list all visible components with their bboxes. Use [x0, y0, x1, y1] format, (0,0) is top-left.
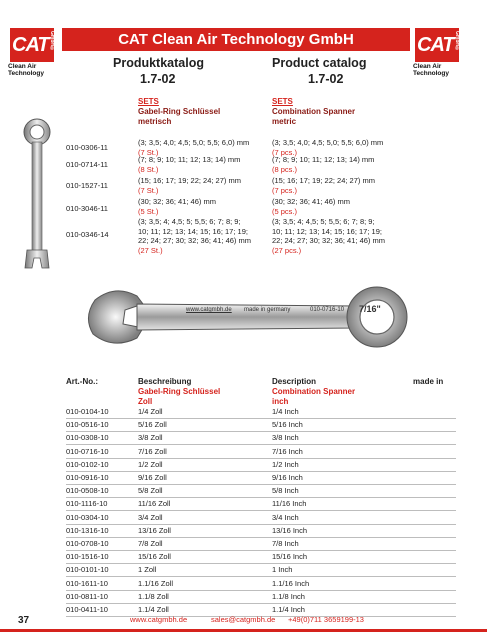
set-code: 010-0306-11 — [66, 143, 108, 152]
cell-art: 010-0508-10 — [66, 486, 109, 496]
table-row — [66, 550, 456, 564]
wrench-url: www.catgmbh.de — [186, 307, 232, 313]
sets-header-en — [272, 97, 355, 127]
table-row — [66, 458, 456, 472]
catalog-number-en: 1.7-02 — [308, 72, 344, 86]
set-size-line: (3; 3,5; 4,0; 4,5; 5,0; 5,5; 6,0) mm — [272, 138, 384, 147]
set-count: (7 pcs.) — [272, 147, 298, 157]
sets-line: Combination Spanner — [272, 107, 356, 116]
table-row — [66, 524, 456, 538]
cell-de: 15/16 Zoll — [138, 552, 171, 562]
cell-en: 15/16 Inch — [272, 552, 308, 562]
cell-art: 010-0516-10 — [66, 420, 109, 430]
set-count: (7 pcs.) — [272, 185, 298, 195]
cell-de: 11/16 Zoll — [138, 499, 171, 509]
wrench-made: made in germany — [244, 307, 291, 313]
cell-art: 010-0101-10 — [66, 565, 109, 575]
cell-en: 1 Inch — [272, 565, 293, 575]
set-description-en — [272, 217, 472, 255]
logo-gmbh: GmbH® — [49, 31, 55, 52]
table-row — [66, 577, 456, 591]
set-size-line: (30; 32; 36; 41; 46) mm — [138, 197, 216, 206]
set-description-en — [272, 155, 472, 174]
set-count: (5 pcs.) — [272, 206, 298, 216]
cell-art: 010-0102-10 — [66, 459, 109, 469]
cell-art: 010-0104-10 — [66, 407, 109, 416]
cell-en: 7/8 Inch — [272, 539, 299, 548]
cell-de: 7/16 Zoll — [138, 446, 167, 456]
cell-de: 7/8 Zoll — [138, 539, 163, 548]
cell-de: 3/8 Zoll — [138, 433, 163, 443]
cell-art: 010-0811-10 — [66, 591, 108, 601]
cell-de: 13/16 Zoll — [138, 525, 171, 535]
footer-divider — [0, 629, 487, 632]
cell-de: 1.1/4 Zoll — [138, 605, 169, 614]
set-count: (8 St.) — [138, 164, 159, 174]
cell-de: 5/16 Zoll — [138, 420, 167, 430]
page-number: 37 — [18, 615, 30, 626]
th-line: Gabel-Ring Schlüssel — [138, 387, 221, 396]
set-count: (7 St.) — [138, 185, 159, 195]
sets-tag: SETS — [272, 97, 293, 106]
table-row — [66, 511, 456, 525]
cell-en: 3/8 Inch — [272, 433, 299, 443]
table-row — [66, 563, 456, 577]
set-code: 010-0346-14 — [66, 230, 109, 239]
set-description-en — [272, 176, 472, 195]
logo-sub: Technology — [413, 70, 449, 77]
set-count: (5 St.) — [138, 206, 159, 216]
logo-text: CAT — [12, 34, 49, 56]
th-line: Zoll — [138, 397, 153, 406]
set-size-line: (15; 16; 17; 19; 22; 24; 27) mm — [138, 176, 241, 185]
set-size-line: (30; 32; 36; 41; 46) mm — [272, 197, 350, 206]
set-size-line: (3; 3,5; 4; 4,5; 5; 5,5; 6; 7; 8; 9; — [138, 217, 241, 226]
logo-sub: Technology — [8, 70, 44, 77]
wrench-code: 010-0716-10 — [310, 307, 345, 313]
set-size-line: 22; 24; 27; 30; 32; 36; 41; 46) mm — [272, 236, 385, 245]
wrench-thumbnail-icon — [22, 110, 52, 270]
table-row — [66, 405, 456, 419]
wrench-size: 7/16" — [359, 304, 381, 314]
cell-en: 1.1/16 Inch — [272, 578, 310, 588]
cell-en: 1.1/4 Inch — [272, 605, 305, 614]
set-count: (27 pcs.) — [272, 245, 302, 255]
cell-de: 5/8 Zoll — [138, 486, 163, 496]
set-code: 010-1527-11 — [66, 181, 108, 190]
cell-art: 010-1116-10 — [66, 499, 108, 509]
set-code: 010-3046-11 — [66, 204, 108, 213]
cell-art: 010-0308-10 — [66, 433, 109, 443]
footer-website[interactable]: www.catgmbh.de — [130, 615, 188, 624]
cell-art: 010-0716-10 — [66, 446, 109, 456]
cell-en: 1/4 Inch — [272, 407, 299, 416]
logo-sub: Clean Air — [413, 63, 442, 70]
cell-en: 9/16 Inch — [272, 473, 303, 482]
cell-de: 1/2 Zoll — [138, 459, 163, 469]
cell-art: 010-1516-10 — [66, 552, 109, 562]
sets-header-de — [138, 97, 220, 127]
table-row — [66, 537, 456, 551]
catalog-title-de: Produktkatalog — [113, 56, 204, 70]
cell-en: 11/16 Inch — [272, 499, 307, 509]
cell-de: 9/16 Zoll — [138, 473, 167, 482]
set-description-en — [272, 197, 472, 216]
cell-art: 010-1611-10 — [66, 578, 108, 588]
cell-art: 010-0708-10 — [66, 539, 109, 548]
set-count: (7 St.) — [138, 147, 159, 157]
cell-de: 1/4 Zoll — [138, 407, 163, 416]
logo-gmbh: GmbH® — [454, 31, 460, 52]
table-row — [66, 445, 456, 459]
cell-de: 1.1/16 Zoll — [138, 578, 174, 588]
table-header-de — [138, 377, 220, 407]
set-size-line: (3; 3,5; 4; 4,5; 5; 5,5; 6; 7; 8; 9; — [272, 217, 375, 226]
cell-en: 1.1/8 Inch — [272, 591, 305, 601]
set-size-line: (7; 8; 9; 10; 11; 12; 13; 14) mm — [272, 155, 375, 164]
set-count: (27 St.) — [138, 245, 163, 255]
catalog-title-en: Product catalog — [272, 56, 367, 70]
set-size-line: (15; 16; 17; 19; 22; 24; 27) mm — [272, 176, 375, 185]
logo-text: CAT — [417, 34, 454, 56]
table-row — [66, 418, 456, 432]
cell-en: 5/8 Inch — [272, 486, 299, 496]
cell-art: 010-0304-10 — [66, 512, 109, 522]
cell-de: 3/4 Zoll — [138, 512, 163, 522]
th-line: Combination Spanner — [272, 387, 356, 396]
table-row — [66, 431, 456, 445]
set-size-line: (7; 8; 9; 10; 11; 12; 13; 14) mm — [138, 155, 241, 164]
set-code: 010-0714-11 — [66, 160, 108, 169]
table-row — [66, 497, 456, 511]
table-row — [66, 590, 456, 604]
th-line: Beschreibung — [138, 377, 192, 386]
catalog-number-de: 1.7-02 — [140, 72, 176, 86]
th-line: Description — [272, 377, 317, 386]
wrench-image — [85, 282, 415, 352]
footer-email[interactable]: sales@catgmbh.de — [211, 615, 276, 624]
cell-art: 010-1316-10 — [66, 525, 109, 535]
cell-en: 13/16 Inch — [272, 525, 308, 535]
table-row — [66, 484, 456, 498]
company-logo-left — [8, 28, 56, 78]
sets-line: metrisch — [138, 117, 172, 126]
footer-phone: +49(0)711 3659199-13 — [288, 615, 364, 624]
sets-line: metric — [272, 117, 297, 126]
cell-en: 5/16 Inch — [272, 420, 303, 430]
sets-tag: SETS — [138, 97, 159, 106]
company-logo-right — [413, 28, 461, 78]
logo-sub: Clean Air — [8, 63, 37, 70]
set-size-line: (3; 3,5; 4,0; 4,5; 5,0; 5,5; 6,0) mm — [138, 138, 250, 147]
table-header-made-in: made in — [413, 377, 444, 386]
table-header-art: Art.-No.: — [66, 377, 98, 386]
table-row — [66, 471, 456, 485]
set-size-line: 10; 11; 12; 13; 14; 15; 16; 17; 19; — [138, 226, 248, 236]
cell-en: 1/2 Inch — [272, 459, 299, 469]
cell-en: 3/4 Inch — [272, 512, 299, 522]
cell-de: 1.1/8 Zoll — [138, 591, 169, 601]
cell-en: 7/16 Inch — [272, 446, 303, 456]
set-size-line: 10; 11; 12; 13; 14; 15; 16; 17; 19; — [272, 226, 382, 236]
company-title-bar: CAT Clean Air Technology GmbH — [62, 28, 410, 51]
set-size-line: 22; 24; 27; 30; 32; 36; 41; 46) mm — [138, 236, 251, 245]
cell-art: 010-0411-10 — [66, 605, 108, 614]
cell-art: 010-0916-10 — [66, 473, 109, 482]
th-line: inch — [272, 397, 289, 406]
sets-line: Gabel-Ring Schlüssel — [138, 107, 221, 116]
set-count: (8 pcs.) — [272, 164, 298, 174]
cell-de: 1 Zoll — [138, 565, 157, 575]
table-header-en — [272, 377, 355, 407]
